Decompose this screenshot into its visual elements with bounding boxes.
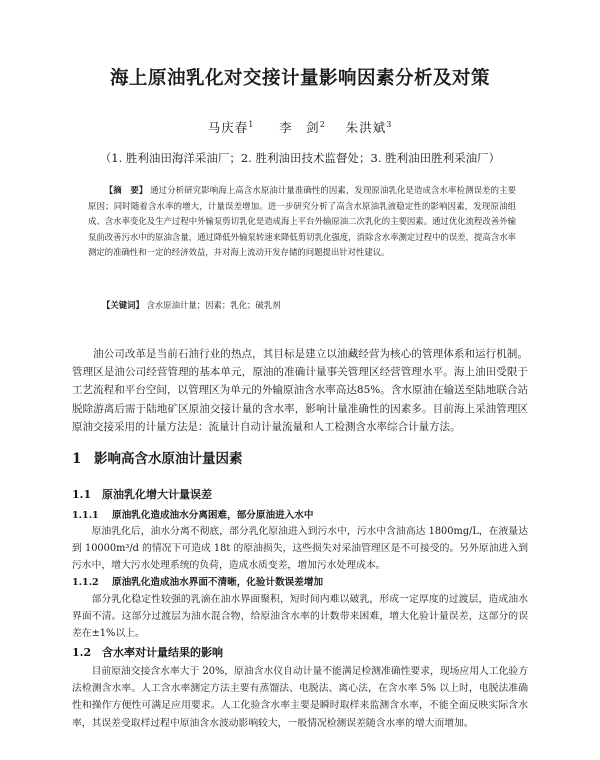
keywords-text: 含水原油计量；因素；乳化；破乳剂 xyxy=(146,300,281,310)
author-name: 李 剑 xyxy=(279,120,320,135)
keywords xyxy=(102,299,516,311)
author-mark: 2 xyxy=(319,119,326,129)
section-heading xyxy=(72,447,528,467)
subsection-heading xyxy=(72,486,528,502)
subsection-number: 1.1 xyxy=(72,488,92,501)
subsubsection-heading xyxy=(72,507,528,521)
affiliation: （1. 胜利油田海洋采油厂；2. 胜利油田技术监督处；3. 胜利油田胜利采油厂） xyxy=(99,151,501,165)
author-mark: 1 xyxy=(248,119,255,129)
subsubsection-number: 1.1.2 xyxy=(72,577,99,588)
subsection-title: 含水率对计量结果的影响 xyxy=(102,646,223,659)
section-number: 1 xyxy=(72,451,82,467)
body-paragraph: 部分乳化稳定性较强的乳滴在油水界面聚积，短时间内难以破乳，形成一定厚度的过渡层，造成油水界面不清。这部分过渡层为油水混合物，给原油含水率的计数带来困难，增大化验计量误差，这部分的误差在±1%以上。 xyxy=(72,594,528,640)
subsubsection-title: 原油乳化造成油水分离困难，部分原油进入水中 xyxy=(112,510,314,521)
subsubsection-heading xyxy=(72,574,528,588)
abstract-label: 【摘 要】 xyxy=(104,185,148,195)
subsection-title: 原油乳化增大计量误差 xyxy=(102,488,212,501)
subsubsection-title: 原油乳化造成油水界面不清晰，化验计数误差增加 xyxy=(112,577,324,588)
abstract-text: 通过分析研究影响海上高含水原油计量准确性的因素，发现原油乳化是造成含水率检测误差的主要原因；同时随着含水率的增大，计量误差增加。进一步研究分析了高含水原油乳液稳定性的影响因素，发现原油组成、含水率变化及生产过程中外输泵剪切乳化是造成海上平台外输原油二次乳化的主要因素。通过优化流程改善外输泵前改善污水中的原油含量，通过降低外输泵转速来降低剪切乳化强度，消除含水率测定过程中的误差，提高含水率测定的准确性和一定的经济效益，并对海上流动开发存储的问题提出针对性建议。 xyxy=(88,185,517,258)
subsection-heading xyxy=(72,644,528,660)
body-paragraph: 原油乳化后，油水分离不彻底，部分乳化原油进入到污水中，污水中含油高达 1800mg/L，在液量达到 10000m³/d 的情况下可造成 18t 的原油损失，这些损失对采油管理区是不可接受的。另外原油进入到污水中，增大污水处理系统的负荷，造成水质变差，增加污水处理成本。 xyxy=(72,526,528,572)
section-title: 影响高含水原油计量因素 xyxy=(94,451,243,467)
author-mark: 3 xyxy=(386,119,393,129)
body-paragraph: 目前原油交接含水率大于 20%，原油含水仪自动计量不能满足检测准确性要求，现场应用人工化验方法检测含水率。人工含水率测定方法主要有蒸馏法、电脱法、离心法，在含水率 5% 以上时，电脱法准确性和操作方便性可满足应用要求。人工化验含水率主要是瞬时取样来监测含水率，不能全面反映实际含水率，其误差受取样过程中原油含水波动影响较大，一般情况检测误差随含水率的增大而增加。 xyxy=(72,666,528,729)
subsection-number: 1.2 xyxy=(72,646,92,659)
keywords-label: 【关键词】 xyxy=(102,300,144,310)
author-name: 朱洪斌 xyxy=(345,120,387,135)
paper-title: 海上原油乳化对交接计量影响因素分析及对策 xyxy=(109,68,490,89)
abstract xyxy=(88,183,516,261)
author-name: 马庆春 xyxy=(207,120,249,135)
author-line xyxy=(0,118,600,136)
subsubsection-number: 1.1.1 xyxy=(72,510,99,521)
intro-paragraph: 油公司改革是当前石油行业的热点，其目标是建立以油藏经营为核心的管理体系和运行机制。管理区是油公司经营管理的基本单元，原油的准确计量事关管理区经营管理水平。海上油田受限于工艺流程和平台空间，以管理区为单元的外输原油含水率高达85%。含水原油在输送至陆地联合站脱除游离后需于陆地矿区原油交接计量的含水率，影响计量准确性的因素多。目前海上采油管理区原油交接采用的计量方法是：流量计自动计量流量和人工检测含水率综合计量方法。 xyxy=(72,348,528,433)
